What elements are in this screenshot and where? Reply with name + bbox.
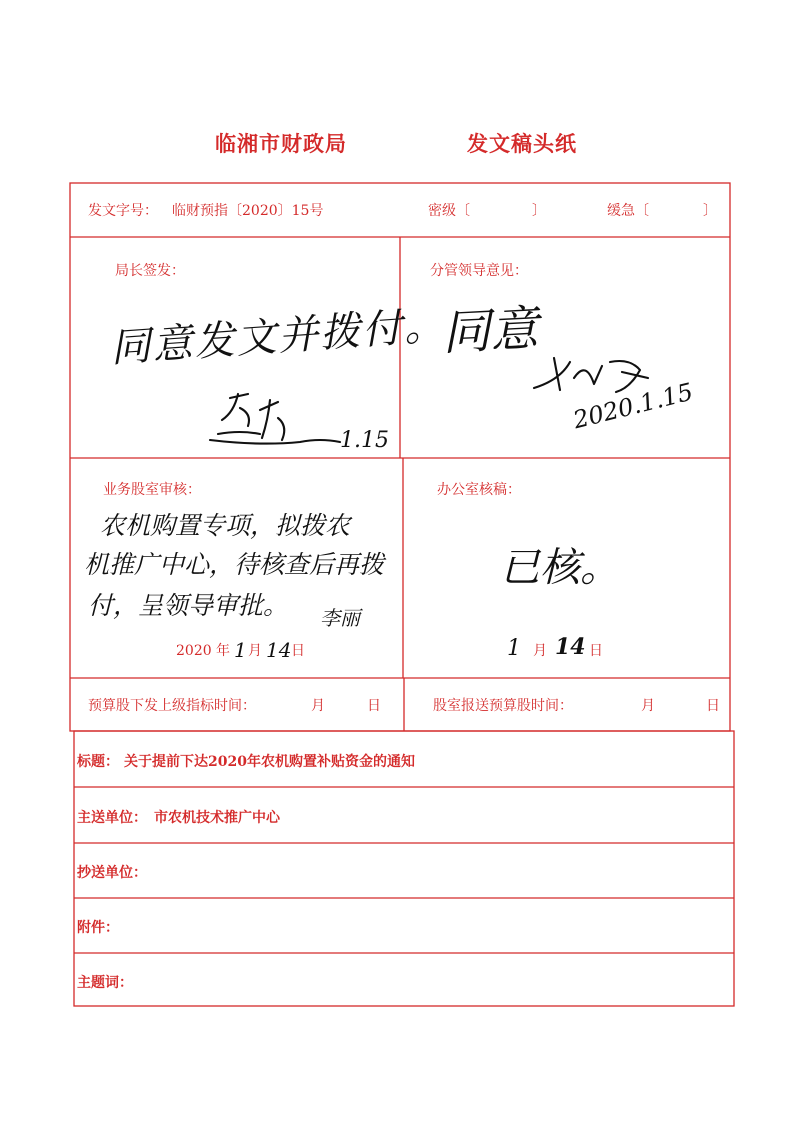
business-date-month-unit: 月 [248,643,262,659]
business-line-2: 机推广中心，待核查后再拨 [84,550,385,579]
org-title: 临湘市财政局 [215,131,347,156]
main-recipient-value: 市农机技术推广中心 [154,810,280,826]
keywords-label: 主题词： [77,975,133,991]
title-label: 标题： [77,754,119,770]
office-date-month: 1 [507,636,521,661]
business-date-day: 14 [266,638,292,662]
business-date-year: 2020 [176,643,212,659]
form-title: 发文稿头纸 [467,131,577,156]
urgency-close: 〕 [703,203,717,219]
business-date-month: 1 [234,638,247,662]
office-date-day: 14 [555,634,586,660]
business-signature: 李丽 [320,606,360,630]
budget-left-month: 月 [311,698,325,714]
leader-label: 分管领导意见： [430,263,528,279]
urgency-label: 缓急〔 [607,203,649,219]
secret-label: 密级〔 [428,203,470,219]
business-line-3: 付，呈领导审批。 [88,591,289,620]
budget-right-label: 股室报送预算股时间： [433,698,573,714]
leader-date: 2020.1.15 [570,377,696,435]
title-value: 关于提前下达2020年农机购置补贴资金的通知 [124,754,415,770]
business-date-day-unit: 日 [291,643,305,659]
budget-right-month: 月 [641,698,655,714]
director-date: 1.15 [340,428,389,453]
budget-left-day: 日 [367,698,381,714]
budget-left-label: 预算股下发上级指标时间： [88,698,256,714]
business-date-year-unit: 年 [216,643,230,659]
secret-close: 〕 [532,203,546,219]
business-label: 业务股室审核： [103,482,201,498]
business-line-1: 农机购置专项，拟拨农 [100,511,351,540]
budget-right-day: 日 [706,698,720,714]
office-label: 办公室核稿： [437,482,521,498]
doc-number: 临财预指〔2020〕15号 [172,203,324,219]
office-handwriting: 已核。 [500,545,620,591]
leader-handwriting: 同意 [440,300,540,362]
office-date-day-unit: 日 [589,643,603,659]
director-handwriting: 同意发文并拨付。 [109,302,448,372]
cc-label: 抄送单位： [77,865,147,881]
main-recipient-label: 主送单位： [77,810,147,826]
office-date-month-unit: 月 [533,643,547,659]
director-label: 局长签发： [115,263,185,279]
doc-number-label: 发文字号： [88,203,158,219]
attachment-label: 附件： [77,920,119,936]
